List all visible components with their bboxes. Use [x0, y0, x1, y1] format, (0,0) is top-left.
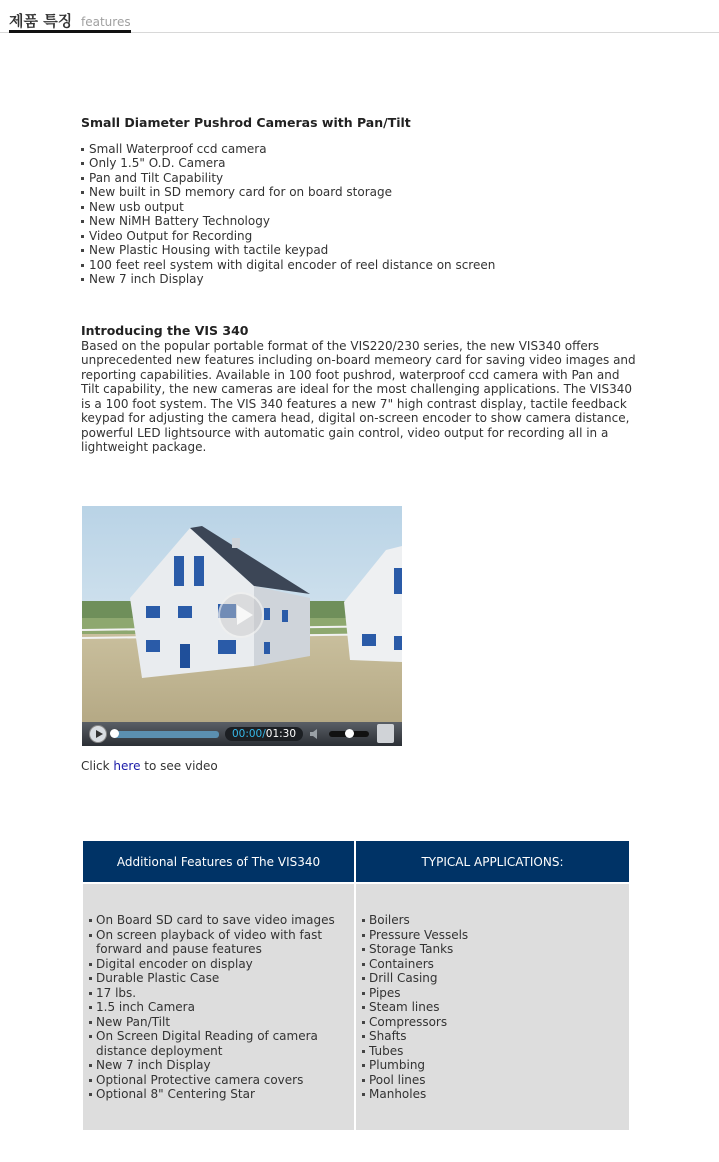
- additional-feature-item: 1.5 inch Camera: [89, 1000, 348, 1015]
- tab-title-english: features: [81, 15, 131, 29]
- feature-bullet: New 7 inch Display: [81, 272, 636, 287]
- application-item: Tubes: [362, 1044, 623, 1059]
- additional-feature-item: On screen playback of video with fast forward and pause features: [89, 928, 348, 957]
- video-player[interactable]: [82, 506, 402, 746]
- feature-bullet: New NiMH Battery Technology: [81, 214, 636, 229]
- volume-slider[interactable]: [329, 731, 369, 737]
- video-controls: [82, 722, 402, 746]
- additional-feature-item: Durable Plastic Case: [89, 971, 348, 986]
- volume-handle[interactable]: [345, 729, 354, 738]
- application-item: Boilers: [362, 913, 623, 928]
- application-item: Pipes: [362, 986, 623, 1001]
- feature-bullet: Small Waterproof ccd camera: [81, 142, 636, 157]
- application-item: Compressors: [362, 1015, 623, 1030]
- caption-suffix: to see video: [140, 759, 218, 773]
- time-current: 00:00: [231, 728, 263, 740]
- application-item: Plumbing: [362, 1058, 623, 1073]
- intro-section: [81, 324, 636, 455]
- summary-heading: Small Diameter Pushrod Cameras with Pan/Tilt: [81, 115, 411, 130]
- application-item: Manholes: [362, 1087, 623, 1102]
- fullscreen-icon[interactable]: [377, 724, 394, 743]
- additional-feature-item: On Screen Digital Reading of camera distance deployment: [89, 1029, 348, 1058]
- features-tab: [9, 10, 131, 33]
- big-play-icon[interactable]: [218, 592, 264, 638]
- application-item: Pool lines: [362, 1073, 623, 1088]
- volume-icon[interactable]: [310, 729, 322, 739]
- caption-prefix: Click: [81, 759, 114, 773]
- summary-bullet-list: [81, 142, 636, 287]
- additional-feature-item: New Pan/Tilt: [89, 1015, 348, 1030]
- typical-applications-cell: [356, 884, 629, 1130]
- tab-title-korean: 제품 특징: [9, 12, 73, 30]
- additional-feature-item: Optional Protective camera covers: [89, 1073, 348, 1088]
- features-applications-table: [81, 839, 631, 1132]
- section-tab-bar: [0, 0, 719, 33]
- additional-feature-item: 17 lbs.: [89, 986, 348, 1001]
- feature-bullet: New Plastic Housing with tactile keypad: [81, 243, 636, 258]
- intro-heading: Introducing the VIS 340: [81, 323, 249, 338]
- time-separator: /: [262, 728, 266, 740]
- additional-feature-item: Optional 8" Centering Star: [89, 1087, 348, 1102]
- additional-features-header: Additional Features of The VIS340: [83, 841, 354, 882]
- video-link[interactable]: here: [113, 759, 141, 773]
- feature-bullet: 100 feet reel system with digital encoder of reel distance on screen: [81, 258, 636, 273]
- feature-bullet: New usb output: [81, 200, 636, 215]
- intro-paragraph: Based on the popular portable format of the VIS220/230 series, the new VIS340 offers unprecedented new features including on-board memeory card for saving video images and reporting capabilities. Available in 100 foot pushrod, waterproof ccd camera with Pan and Tilt capability, the new cameras are ideal for the most challenging applications. The VIS340 is a 100 foot system. The VIS 340 features a new 7" high contrast display, tactile feedback keypad for adjusting the camera head, digital on-screen encoder to show camera distance, powerful LED lightsource with automatic gain control, video output for recording all in a lightweight package.: [81, 338, 636, 454]
- additional-feature-item: New 7 inch Display: [89, 1058, 348, 1073]
- product-summary: [81, 116, 636, 287]
- seek-bar[interactable]: [112, 731, 219, 738]
- additional-features-list: [89, 913, 348, 1102]
- application-item: Containers: [362, 957, 623, 972]
- typical-applications-list: [362, 913, 623, 1102]
- application-item: Storage Tanks: [362, 942, 623, 957]
- application-item: Steam lines: [362, 1000, 623, 1015]
- application-item: Shafts: [362, 1029, 623, 1044]
- additional-features-cell: [83, 884, 354, 1130]
- play-icon[interactable]: [89, 725, 107, 743]
- video-caption: [81, 759, 218, 773]
- feature-bullet: New built in SD memory card for on board storage: [81, 185, 636, 200]
- application-item: Pressure Vessels: [362, 928, 623, 943]
- feature-bullet: Pan and Tilt Capability: [81, 171, 636, 186]
- typical-applications-header: TYPICAL APPLICATIONS:: [356, 841, 629, 882]
- time-display: [225, 727, 303, 741]
- additional-feature-item: On Board SD card to save video images: [89, 913, 348, 928]
- time-total: 01:30: [265, 728, 297, 740]
- additional-feature-item: Digital encoder on display: [89, 957, 348, 972]
- application-item: Drill Casing: [362, 971, 623, 986]
- feature-bullet: Only 1.5" O.D. Camera: [81, 156, 636, 171]
- feature-bullet: Video Output for Recording: [81, 229, 636, 244]
- seek-handle[interactable]: [110, 729, 119, 738]
